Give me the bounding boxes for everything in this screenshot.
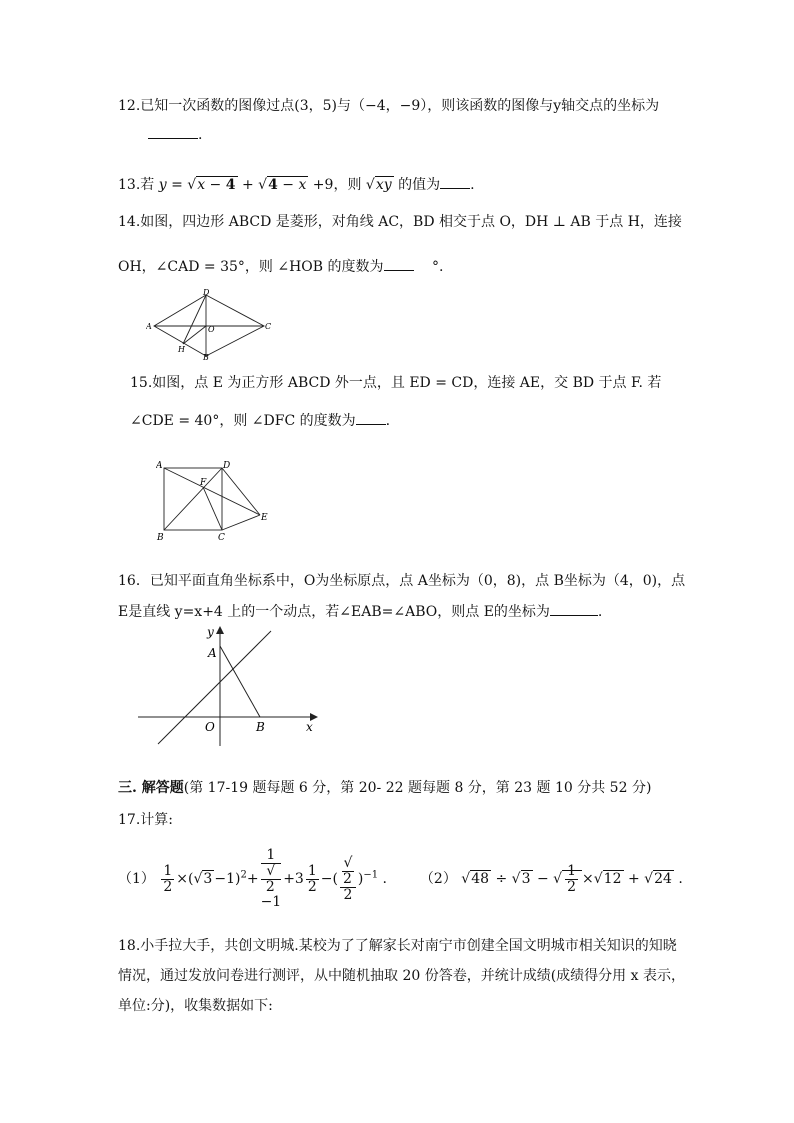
q15-label-c: C <box>218 533 225 543</box>
q17-expr1: $\frac{1}{2}$ $\times(√3 -1)^2+$ 1 √ 2 −1 +3 $\frac{1}{2}$ −( √ 2 2 )$^{-1}$ . <box>163 847 392 910</box>
q14-label-d: D <box>203 288 210 297</box>
q18-line3: 单位:分)，收集数据如下: <box>118 998 273 1014</box>
q17-expressions: （1） $\frac{1}{2}$ $\times(√3 -1)^2+$ 1 √ 2 −1 +3 $\frac{1}{2}$ −( √ 2 2 )$^{-1}$ . （2） √48 ÷ √3 − √ $\frac{1}{2}$ ×√12 + √24 . <box>118 847 683 910</box>
q15-label-d: D <box>223 461 231 471</box>
q13-answer-blank[interactable] <box>440 174 470 189</box>
q16-label-a: A <box>208 646 217 660</box>
q15-label-b: B <box>157 533 164 543</box>
q16-label-o: O <box>205 720 215 734</box>
q15-square-figure <box>156 458 286 548</box>
q12-text <box>118 96 659 116</box>
q17-expr2: √48 ÷ √3 − √ $\frac{1}{2}$ ×√12 + √24 . <box>461 862 683 895</box>
q16-label-y: y <box>207 625 214 639</box>
q14-label-c: C <box>265 322 272 331</box>
q15-line1: 15.如图，点 E 为正方形 ABCD 外一点，且 ED = CD，连接 AE，交 BD 于点 F. 若 <box>130 375 662 391</box>
q18-line1: 18.小手拉大手，共创文明城.某校为了了解家长对南宁市创建全国文明城市相关知识的知晓 <box>118 938 677 954</box>
q15-label-e: E <box>261 513 268 523</box>
q16-line2: E是直线 y=x+4 上的一个动点，若∠EAB=∠ABO，则点 E的坐标为 . <box>118 601 602 622</box>
q12-answer-blank[interactable] <box>148 124 198 139</box>
q15-line2: ∠CDE = 40°，则 ∠DFC 的度数为 . <box>130 410 390 431</box>
q15-answer-blank[interactable] <box>356 410 386 425</box>
q13-expression: √xy <box>365 177 392 193</box>
q14-line2: OH，∠CAD = 35°，则 ∠HOB 的度数为 °. <box>118 256 443 277</box>
q15-label-a: A <box>156 461 163 471</box>
q14-rhombus-figure <box>146 288 276 360</box>
q16-label-x: x <box>306 720 313 734</box>
q16-answer-blank[interactable] <box>550 601 598 616</box>
q14-label-a: A <box>146 322 152 331</box>
q12-answer-line: . <box>148 124 202 145</box>
q14-label-h: H <box>178 345 185 354</box>
q18-line2: 情况，通过发放问卷进行测评，从中随机抽取 20 份答卷，并统计成绩(成绩得分用 x 表示， <box>118 968 685 984</box>
q14-line1: 14.如图，四边形 ABCD 是菱形，对角线 AC，BD 相交于点 O，DH ⊥ AB 于点 H，连接 <box>118 214 682 230</box>
q17-title: 17.计算: <box>118 812 173 828</box>
q15-label-f: F <box>200 478 207 488</box>
q14-label-b: B <box>203 353 209 360</box>
q14-label-o: O <box>208 325 215 334</box>
q16-line1: 16．已知平面直角坐标系中，O为坐标原点，点 A坐标为（0，8)，点 B坐标为（4，0)，点 <box>118 573 686 589</box>
q16-label-b: B <box>256 720 265 734</box>
q13-text: 13.若 y = √x − 4 + √4 − x +9，则 √xy 的值为 . <box>118 174 475 195</box>
q12-line1: 12.已知一次函数的图像过点(3，5)与（−4，−9），则该函数的图像与y轴交点的坐标为 <box>118 98 660 114</box>
q13-equation: y = √x − 4 + √4 − x +9 <box>158 177 334 193</box>
q16-coordinate-figure <box>136 624 326 748</box>
section3-heading: 三. 解答题(第 17-19 题每题 6 分，第 20- 22 题每题 8 分，第 23 题 10 分共 52 分) <box>118 780 652 796</box>
q14-answer-blank[interactable] <box>384 256 414 271</box>
